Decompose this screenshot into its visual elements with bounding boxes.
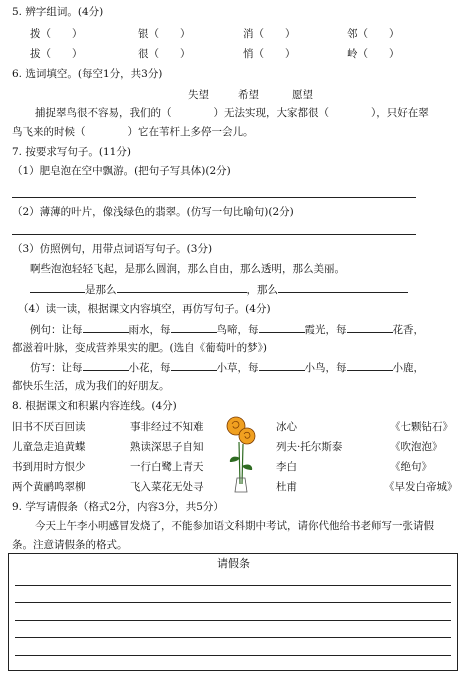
blank[interactable] [347, 360, 393, 371]
q8-col2-item[interactable]: 一行白鹭上青天 [130, 461, 204, 473]
q8-col2-item[interactable]: 熟读深思子自知 [130, 441, 204, 453]
q8-col4-item[interactable]: 《吹泡泡》 [390, 441, 443, 453]
q7-s2: （2）薄薄的叶片，像浅绿色的翡翠。(仿写一句比喻句)(2分) [12, 206, 294, 218]
q6-word-3: 愿望 [292, 89, 313, 101]
q5-r2-c4: 岭（ ） [347, 48, 400, 60]
q8-col1-item[interactable]: 旧书不厌百回读 [12, 421, 86, 433]
q6-line-1: 捕捉翠鸟很不容易，我们的（ ）无法实现，大家都很（ ），只好在翠 [35, 107, 429, 119]
q7-s4-example [30, 322, 424, 337]
q7-s1-answer-line[interactable] [12, 197, 416, 198]
q9-title: 9. 学写请假条（格式2分，内容3分，共5分） [12, 501, 224, 513]
q8-col3-item[interactable]: 李白 [276, 461, 297, 473]
q5-r1-c1: 拨（ ） [30, 28, 83, 40]
q7-s4: （4）读一读，根据课文内容填空，再仿写句子。(4分) [18, 303, 271, 315]
writing-line[interactable] [15, 637, 451, 638]
part: 小花，每 [128, 362, 171, 374]
part: 花香， [392, 324, 424, 336]
q8-col1-item[interactable]: 书到用时方恨少 [12, 461, 86, 473]
q7-s3: （3）仿照例句，用带点词语写句子。(3分) [12, 243, 213, 255]
q8-title: 8. 根据课文和积累内容连线。(4分) [12, 400, 177, 412]
leave-note-box[interactable] [8, 553, 458, 671]
writing-line[interactable] [15, 655, 451, 656]
blank[interactable] [259, 360, 305, 371]
q8-col2-item[interactable]: 飞入菜花无处寻 [130, 481, 204, 493]
q8-col1-item[interactable]: 儿童急走追黄蝶 [12, 441, 86, 453]
blank[interactable] [171, 360, 217, 371]
blank[interactable] [171, 322, 217, 333]
label: 例句：让每 [30, 324, 83, 336]
blank[interactable] [117, 282, 247, 293]
part: 霞光，每 [304, 324, 347, 336]
q8-col4-item[interactable]: 《绝句》 [390, 461, 432, 473]
q5-r1-c3: 消（ ） [243, 28, 296, 40]
q8-col3-item[interactable]: 杜甫 [276, 481, 297, 493]
q7-s4-example-line2: 都滋着叶脉，变成营养果实的肥。(选自《葡萄叶的梦》) [12, 342, 267, 354]
writing-line[interactable] [15, 585, 451, 586]
part: 雨水，每 [128, 324, 171, 336]
leave-note-title: 请假条 [217, 557, 250, 570]
q8-col3-item[interactable]: 列夫·托尔斯泰 [276, 441, 343, 453]
q5-title: 5. 辨字组词。(4分) [12, 6, 104, 18]
writing-line[interactable] [15, 620, 451, 621]
q7-s2-answer-line[interactable] [12, 234, 416, 235]
q9-line-1: 今天上午李小明感冒发烧了，不能参加语文科期中考试，请你代他给书老师写一张请假 [35, 520, 434, 532]
blank[interactable] [347, 322, 393, 333]
q8-col3-item[interactable]: 冰心 [276, 421, 297, 433]
part: 鸟啼，每 [216, 324, 259, 336]
q5-r2-c2: 很（ ） [138, 48, 191, 60]
rose-vase-icon [224, 412, 258, 494]
part: 小草，每 [216, 362, 259, 374]
q6-line-2: 鸟飞来的时候（ ）它在苇杆上多停一会儿。 [12, 126, 254, 138]
q8-col1-item[interactable]: 两个黄鹂鸣翠柳 [12, 481, 86, 493]
q6-word-2: 希望 [238, 89, 259, 101]
blank[interactable] [278, 282, 408, 293]
q6-word-1: 失望 [188, 89, 209, 101]
q7-s3-frame [30, 282, 408, 297]
frame-word-b: ，那么 [246, 284, 278, 296]
q5-r2-c3: 悄（ ） [243, 48, 296, 60]
q5-r2-c1: 拔（ ） [30, 48, 83, 60]
q5-r1-c4: 邻（ ） [347, 28, 400, 40]
q7-s4-imitation [30, 360, 424, 375]
q7-s3-example: 啊些泡泡轻轻飞起，是那么圆润，那么自由，那么透明，那么美丽。 [30, 263, 345, 275]
q7-s4-imitation-line2: 都快乐生活，成为我们的好朋友。 [12, 380, 170, 392]
q8-col4-item[interactable]: 《七颗钻石》 [390, 421, 453, 433]
q7-title: 7. 按要求写句子。(11分) [12, 146, 131, 158]
part: 小鸟，每 [304, 362, 347, 374]
part: 小鹿， [392, 362, 424, 374]
blank[interactable] [30, 282, 85, 293]
q6-title: 6. 选词填空。(每空1分，共3分) [12, 68, 163, 80]
blank[interactable] [259, 322, 305, 333]
writing-line[interactable] [15, 602, 451, 603]
q5-r1-c2: 银（ ） [138, 28, 191, 40]
q7-s1: （1）肥皂泡在空中飘游。(把句子写具体)(2分) [12, 165, 231, 177]
q9-line-2: 条。注意请假条的格式。 [12, 539, 128, 551]
q8-col4-item[interactable]: 《早发白帝城》 [384, 481, 458, 493]
q8-col2-item[interactable]: 事非经过不知难 [130, 421, 204, 433]
frame-word-a: 是那么 [85, 284, 117, 296]
blank[interactable] [83, 360, 129, 371]
label: 仿写：让每 [30, 362, 83, 374]
blank[interactable] [83, 322, 129, 333]
